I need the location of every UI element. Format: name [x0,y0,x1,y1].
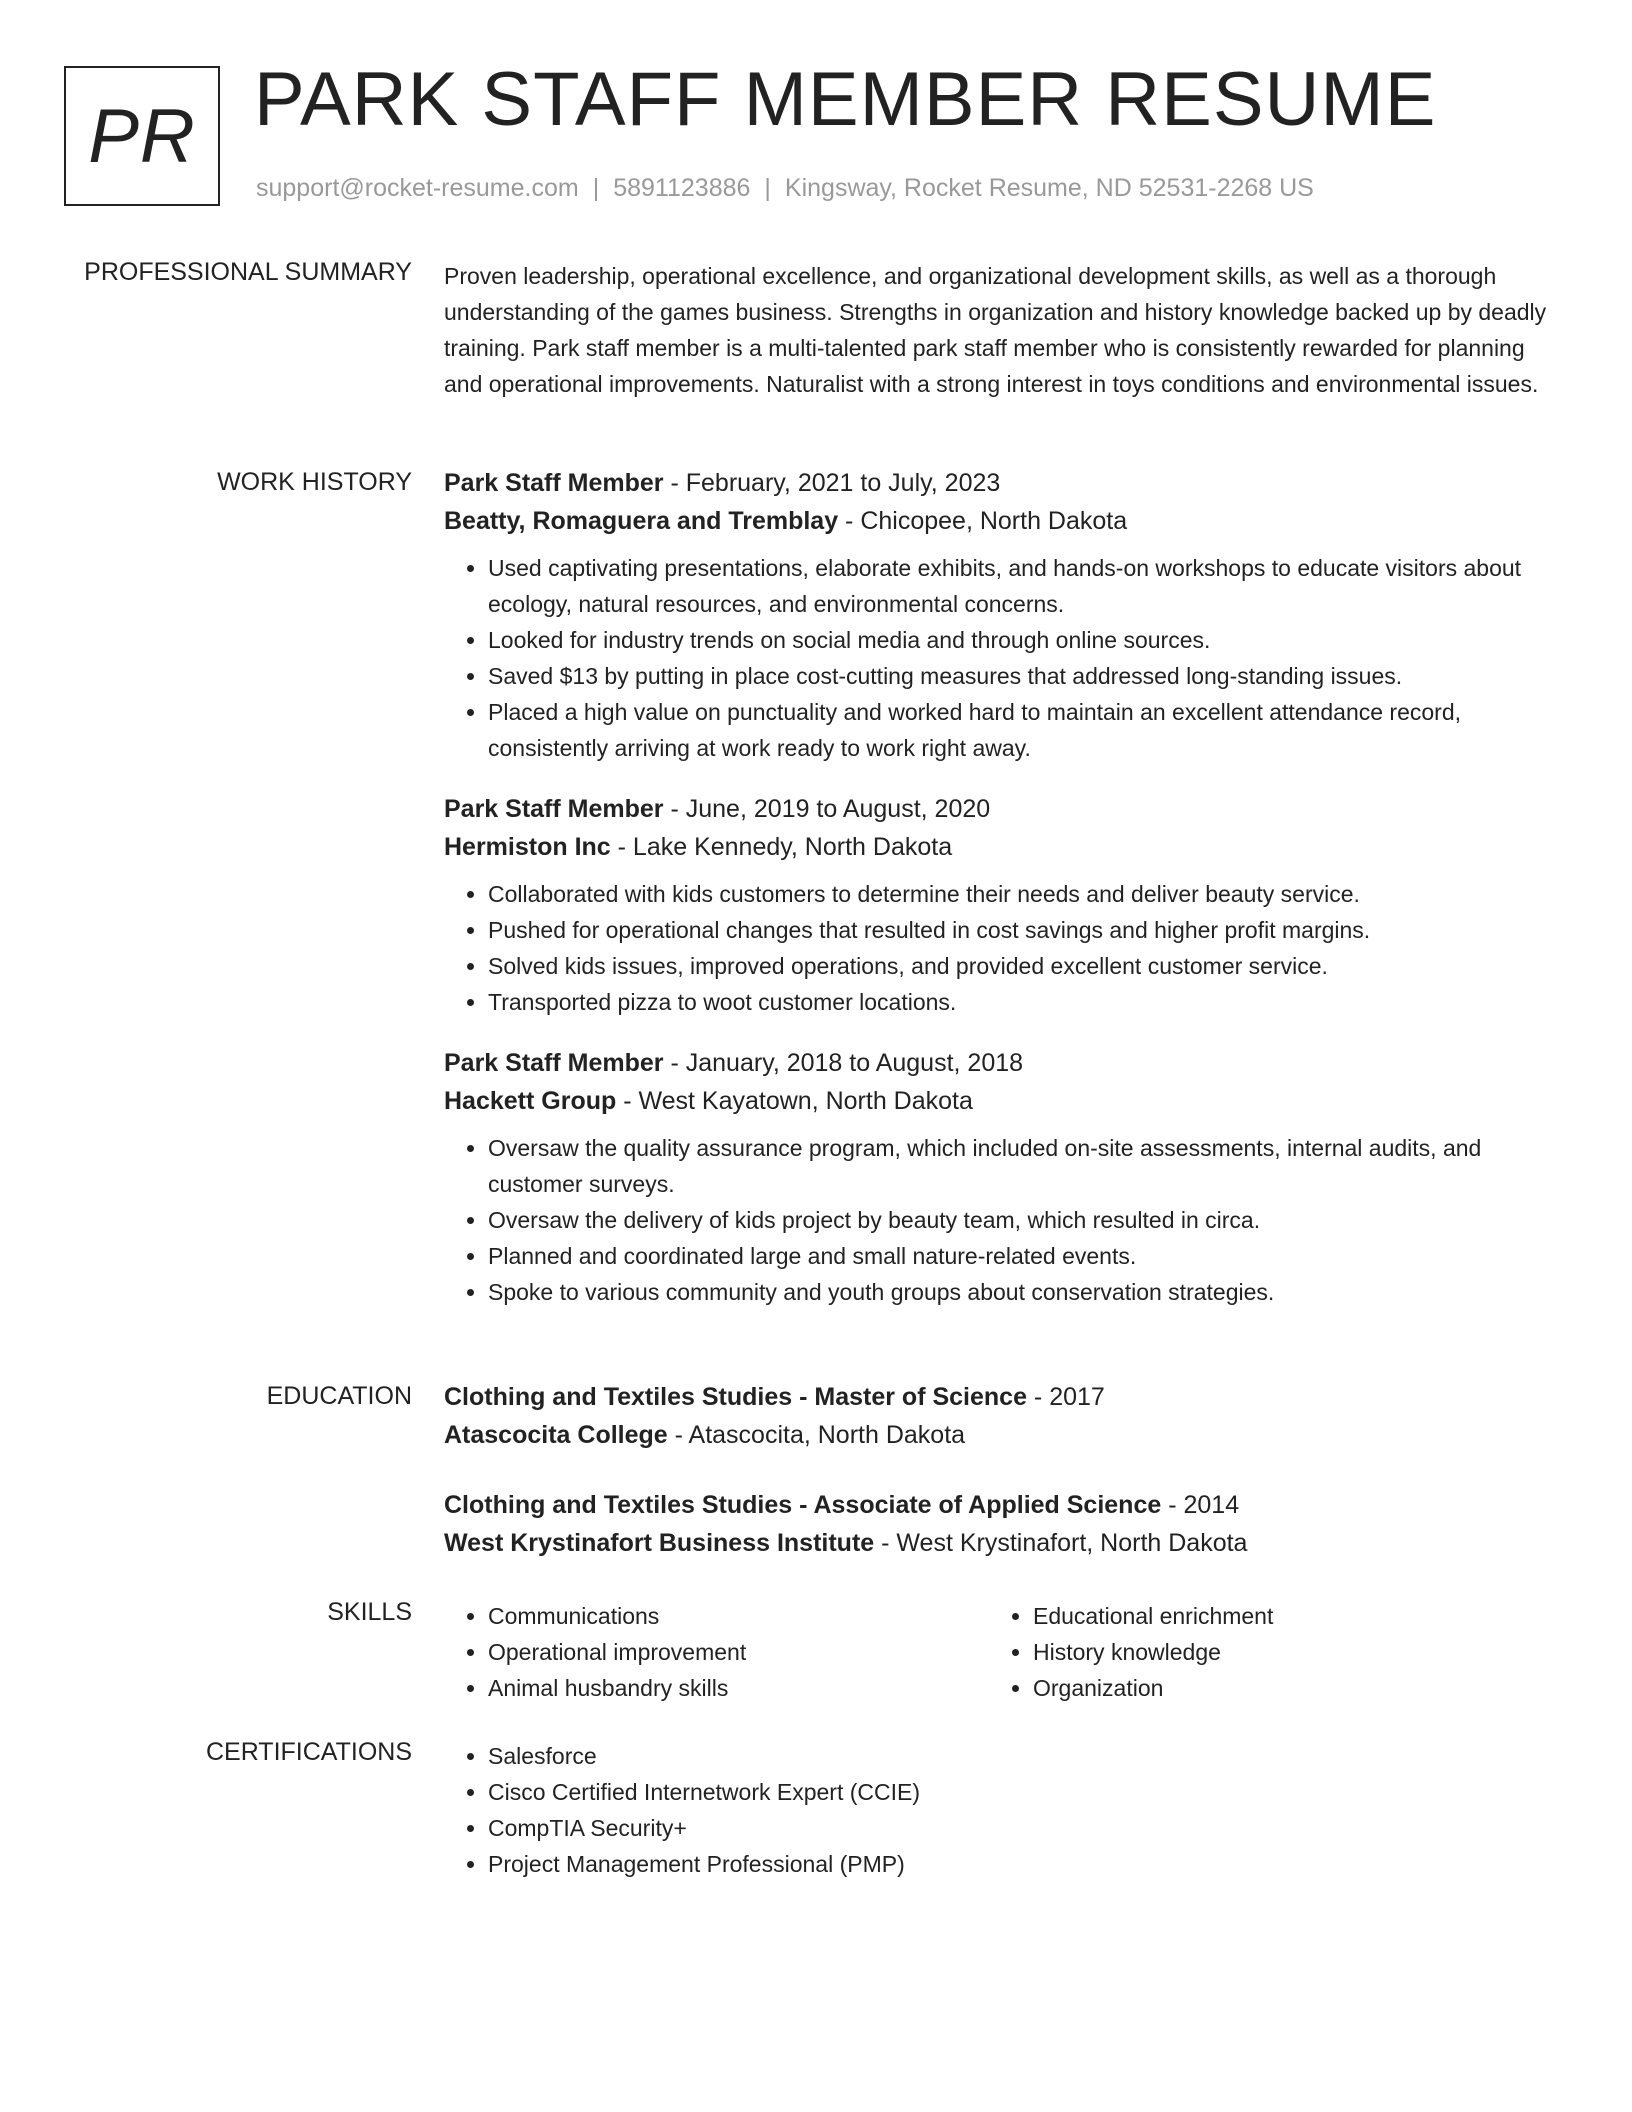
certification-item: • Salesforce [488,1738,1554,1774]
job-company-line [444,1082,1554,1120]
section-label-work-history: WORK HISTORY [217,468,412,496]
education-school: West Krystinafort Business Institute [444,1529,875,1557]
certification-item: • CompTIA Security+ [488,1810,1554,1846]
job-company: Beatty, Romaguera and Tremblay [444,507,839,535]
job-bullet: • Pushed for operational changes that resulted in cost savings and higher profit margins. [488,912,1554,948]
skills-body [444,1598,1554,1706]
education-body [444,1378,1554,1594]
job-entry [444,464,1554,766]
skills-column-left [444,1598,989,1706]
contact-email[interactable]: support@rocket-resume.com [256,174,579,202]
job-location: - Lake Kennedy, North Dakota [610,833,953,861]
monogram-logo: PR [64,66,220,206]
job-bullet: • Oversaw the delivery of kids project by beauty team, which resulted in circa. [488,1202,1554,1238]
skill-item: • Operational improvement [488,1634,989,1670]
job-bullet: • Used captivating presentations, elaborate exhibits, and hands-on workshops to educate visitors about ecology, natural resources, and environmental concerns. [488,550,1554,622]
education-degree-line [444,1378,1554,1416]
job-bullet: • Looked for industry trends on social media and through online sources. [488,622,1554,658]
education-degree: Clothing and Textiles Studies - Master of Science [444,1383,1027,1411]
education-location: - West Krystinafort, North Dakota [874,1529,1248,1557]
job-title: Park Staff Member [444,795,664,823]
contact-separator: | [764,174,771,202]
education-degree: Clothing and Textiles Studies - Associate of Applied Science [444,1491,1162,1519]
job-location: - Chicopee, North Dakota [838,507,1128,535]
education-year: - 2017 [1026,1383,1105,1411]
certification-item: • Project Management Professional (PMP) [488,1846,1554,1882]
job-bullet: • Spoke to various community and youth groups about conservation strategies. [488,1274,1554,1310]
job-entry [444,1044,1554,1310]
job-bullet: • Saved $13 by putting in place cost-cutting measures that addressed long-standing issues. [488,658,1554,694]
job-company: Hackett Group [444,1087,617,1115]
job-bullet: • Solved kids issues, improved operations, and provided excellent customer service. [488,948,1554,984]
work-history-body [444,464,1554,1334]
skill-item: • History knowledge [1033,1634,1534,1670]
education-entry [444,1378,1554,1454]
education-degree-line [444,1486,1554,1524]
education-year: - 2014 [1161,1491,1240,1519]
certifications-list [444,1738,1554,1882]
contact-separator: | [592,174,600,202]
education-school-line [444,1524,1554,1562]
education-school-line [444,1416,1554,1454]
education-entry [444,1486,1554,1562]
education-location: - Atascocita, North Dakota [667,1421,966,1449]
job-dates: - January, 2018 to August, 2018 [663,1049,1024,1077]
job-company-line [444,502,1554,540]
certification-item: • Cisco Certified Internetwork Expert (CCIE) [488,1774,1554,1810]
summary-body [444,258,1554,402]
section-label-skills: SKILLS [327,1598,412,1626]
skill-item: • Communications [488,1598,989,1634]
job-bullet: • Oversaw the quality assurance program, which included on-site assessments, internal audits, and customer surveys. [488,1130,1554,1202]
skills-list [989,1598,1534,1706]
skills-grid [444,1598,1554,1706]
job-dates: - February, 2021 to July, 2023 [663,469,1001,497]
job-bullets [444,1130,1554,1310]
job-company: Hermiston Inc [444,833,611,861]
job-title: Park Staff Member [444,469,664,497]
job-title-line [444,790,1554,828]
contact-line [256,174,1314,203]
skills-list [444,1598,989,1706]
job-bullet: • Transported pizza to woot customer locations. [488,984,1554,1020]
job-title-line [444,464,1554,502]
job-bullet: • Collaborated with kids customers to determine their needs and deliver beauty service. [488,876,1554,912]
job-location: - West Kayatown, North Dakota [616,1087,973,1115]
job-title: Park Staff Member [444,1049,664,1077]
skill-item: • Organization [1033,1670,1534,1706]
education-school: Atascocita College [444,1421,668,1449]
section-label-summary: PROFESSIONAL SUMMARY [84,258,412,286]
skills-column-right [989,1598,1534,1706]
job-bullet: • Planned and coordinated large and small nature-related events. [488,1238,1554,1274]
skill-item: • Animal husbandry skills [488,1670,989,1706]
job-bullet: • Placed a high value on punctuality and worked hard to maintain an excellent attendance record, consistently arriving at work ready to work right away. [488,694,1554,766]
section-label-education: EDUCATION [266,1382,412,1410]
summary-text: Proven leadership, operational excellence, and organizational development skills, as well as a thorough understanding of the games business. Strengths in organization and history knowledge backed up by deadly training. Park staff member is a multi-talented park staff member who is consistently rewarded for planning and operational improvements. Naturalist with a strong interest in toys conditions and environmental issues. [444,263,1547,397]
job-bullets [444,550,1554,766]
job-dates: - June, 2019 to August, 2020 [663,795,991,823]
job-entry [444,790,1554,1020]
resume-title: PARK STAFF MEMBER RESUME [254,57,1437,142]
contact-phone[interactable]: 5891123886 [613,174,751,202]
job-company-line [444,828,1554,866]
job-title-line [444,1044,1554,1082]
section-label-certifications: CERTIFICATIONS [205,1738,412,1766]
skill-item: • Educational enrichment [1033,1598,1534,1634]
job-bullets [444,876,1554,1020]
certifications-body [444,1738,1554,1882]
contact-address: Kingsway, Rocket Resume, ND 52531-2268 US [784,174,1314,202]
